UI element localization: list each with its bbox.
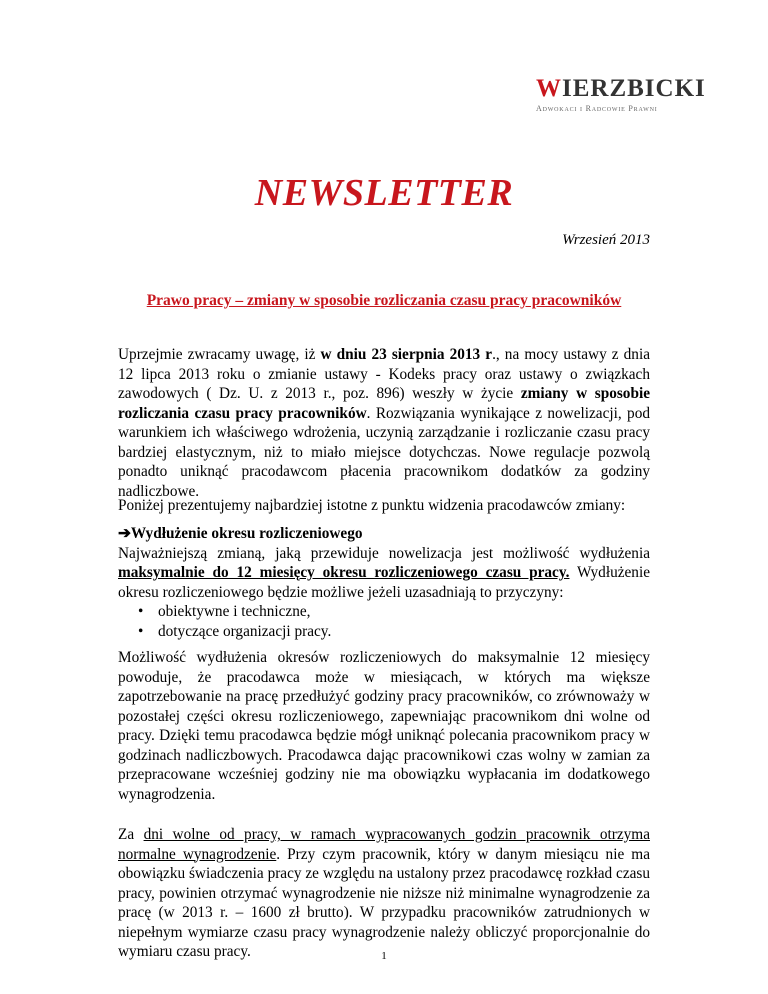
section-body: Najważniejszą zmianą, jaką przewiduje nowelizacja jest możliwość wydłużenia maksymalnie do 12 miesięcy okresu rozliczeniowego czasu pracy. Wydłużenie okresu rozliczeniowego będzie możliwe jeżeli uzasadniają to przyczyny: <box>118 544 650 601</box>
paragraph-4: Za dni wolne od pracy, w ramach wypracowanych godzin pracownik otrzyma normalne wynagrodzenie. Przy czym pracownik, który w danym miesiącu nie ma obowiązku świadczenia pracy ze względu na ustalony przez pracodawcę rozkład czasu pracy, powinien otrzymać wynagrodzenie nie niższe niż minimalne wynagrodzenie za pracę (w 2013 r. – 1600 zł brutto). W przypadku pracowników zatrudnionych w niepełnym wymiarze czasu pracy wynagrodzenie należy obliczyć proporcjonalnie do wymiaru czasu pracy. <box>118 826 650 960</box>
company-logo <box>536 75 706 113</box>
section-extension <box>118 524 650 641</box>
reasons-list <box>118 602 650 641</box>
page-number: 1 <box>381 950 387 962</box>
arrow-icon: ➔ <box>118 525 131 542</box>
issue-date: Wrzesień 2013 <box>562 232 650 248</box>
section-heading: ➔Wydłużenie okresu rozliczeniowego <box>118 525 363 542</box>
intro-paragraph: Uprzejmie zwracamy uwagę, iż w dniu 23 sierpnia 2013 r., na mocy ustawy z dnia 12 lipca 2013 roku o zmianie ustawy - Kodeks pracy oraz ustawy o związkach zawodowych ( Dz. U. z 2013 r., poz. 896) weszły w życie zmiany w sposobie rozliczania czasu pracy pracowników. Rozwiązania wynikające z nowelizacji, pod warunkiem ich właściwego wdrożenia, uczynią zarządzanie i rozliczanie czasu pracy bardziej elastycznym, niż to miało miejsce dotychczas. Nowe regulacje pozwolą ponadto uniknąć pracodawcom płacenia pracownikom dodatków za godziny nadliczbowe. <box>118 346 650 500</box>
changes-intro: Poniżej prezentujemy najbardziej istotne z punktu widzenia pracodawców zmiany: <box>118 497 626 514</box>
logo-wordmark: WIERZBICKI <box>536 75 706 102</box>
logo-tagline: Adwokaci i Radcowie Prawni <box>536 104 658 113</box>
newsletter-title: NEWSLETTER <box>254 172 514 214</box>
article-subtitle: Prawo pracy – zmiany w sposobie rozliczania czasu pracy pracowników <box>146 292 622 309</box>
list-item: • obiektywne i techniczne, <box>138 602 650 622</box>
paragraph-3: Możliwość wydłużenia okresów rozliczeniowych do maksymalnie 12 miesięcy powoduje, że pracodawca może w miesiącach, w których ma większe zapotrzebowanie na pracę przedłużyć godziny pracy pracowników, co zrównoważy w pozostałej części okresu rozliczeniowego, zapewniając pracownikom dni wolne od pracy. Dzięki temu pracodawca będzie mógł uniknąć polecania pracownikom pracy w godzinach nadliczbowych. Pracodawca dając pracownikowi czas wolny w zamian za przepracowane wcześniej godziny nie ma obowiązku wypłacania im dodatkowego wynagrodzenia. <box>118 649 650 803</box>
list-item: • dotyczące organizacji pracy. <box>138 622 650 642</box>
